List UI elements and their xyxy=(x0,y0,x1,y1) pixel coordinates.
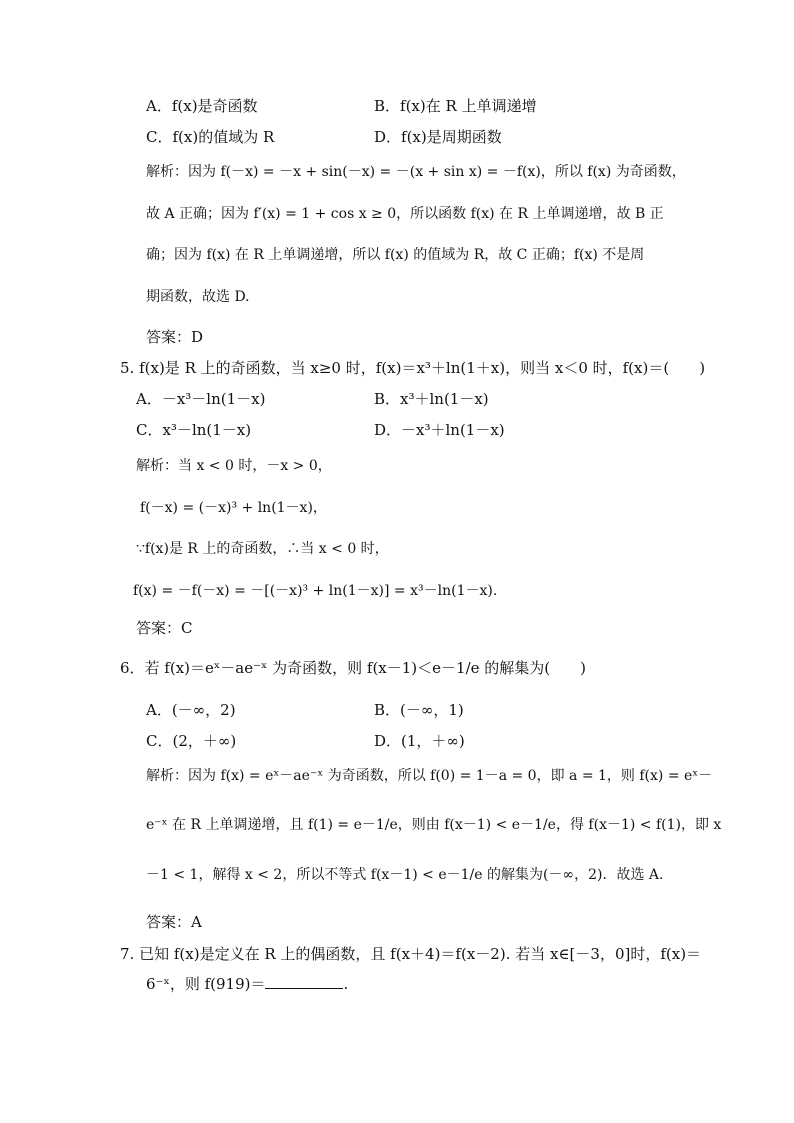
q5-analysis-line-2: f(－x) = (－x)³ + ln(1－x)， xyxy=(140,500,327,516)
q7-stem-line-1: 7. 已知 f(x)是定义在 R 上的偶函数，且 f(x＋4)＝f(x－2). 若当 x∈[－3，0]时，f(x)＝ xyxy=(120,945,702,963)
q4-answer: 答案：D xyxy=(146,328,204,346)
q5-option-a: A．－x³－ln(1－x) xyxy=(136,390,266,408)
q4-option-b: B．f(x)在 R 上单调递增 xyxy=(374,97,537,115)
q6-option-b: B．(－∞，1) xyxy=(374,701,464,719)
q5-answer: 答案：C xyxy=(136,619,193,637)
q7-stem-end: . xyxy=(343,975,349,993)
q4-option-d: D．f(x)是周期函数 xyxy=(374,128,502,146)
q4-option-a: A．f(x)是奇函数 xyxy=(146,97,258,115)
q6-option-c: C．(2，＋∞) xyxy=(146,732,237,750)
q4-analysis-line-2: 故 A 正确；因为 f′(x) = 1 + cos x ≥ 0，所以函数 f(x) 在 R 上单调递增，故 B 正 xyxy=(146,206,664,222)
q4-analysis-line-4: 期函数，故选 D. xyxy=(146,289,250,305)
q6-analysis-line-2: e⁻ˣ 在 R 上单调递增，且 f(1) = e－1/e，则由 f(x－1) < e－1/e，得 f(x－1) < f(1)，即 x xyxy=(146,817,722,833)
q5-analysis-line-1: 解析：当 x < 0 时，－x > 0， xyxy=(136,458,332,474)
q6-option-d: D．(1，＋∞) xyxy=(374,732,465,750)
q4-option-c: C．f(x)的值域为 R xyxy=(146,128,275,146)
q7-stem-text: 6⁻ˣ，则 f(919)＝ xyxy=(146,975,266,993)
q6-stem: 6．若 f(x)＝eˣ－ae⁻ˣ 为奇函数，则 f(x－1)＜e－1/e 的解集为( ) xyxy=(120,659,586,677)
q5-option-c: C．x³－ln(1－x) xyxy=(136,421,252,439)
q5-analysis-line-4: f(x) = －f(－x) = －[(－x)³ + ln(1－x)] = x³－ln(1－x). xyxy=(133,583,498,599)
q6-analysis-line-3: －1 < 1，解得 x < 2，所以不等式 f(x－1) < e－1/e 的解集为(－∞，2)．故选 A. xyxy=(146,867,664,883)
q4-analysis-line-1: 解析：因为 f(－x) = －x + sin(－x) = －(x + sin x) = －f(x)，所以 f(x) 为奇函数， xyxy=(146,164,686,180)
q7-stem-line-2 xyxy=(146,974,348,994)
q5-stem: 5. f(x)是 R 上的奇函数，当 x≥0 时，f(x)＝x³＋ln(1＋x)，则当 x＜0 时，f(x)＝( ) xyxy=(120,359,706,377)
q4-analysis-line-3: 确；因为 f(x) 在 R 上单调递增，所以 f(x) 的值域为 R，故 C 正确；f(x) 不是周 xyxy=(146,247,645,263)
q5-option-b: B．x³＋ln(1－x) xyxy=(374,390,489,408)
q6-answer: 答案：A xyxy=(146,913,202,931)
q6-option-a: A．(－∞，2) xyxy=(146,701,236,719)
q5-analysis-line-3: ∵f(x)是 R 上的奇函数，∴当 x < 0 时， xyxy=(136,541,389,557)
q5-option-d: D．－x³＋ln(1－x) xyxy=(374,421,505,439)
q6-analysis-line-1: 解析：因为 f(x) = eˣ－ae⁻ˣ 为奇函数，所以 f(0) = 1－a = 0，即 a = 1，则 f(x) = eˣ－ xyxy=(146,768,713,784)
answer-blank xyxy=(265,974,343,989)
